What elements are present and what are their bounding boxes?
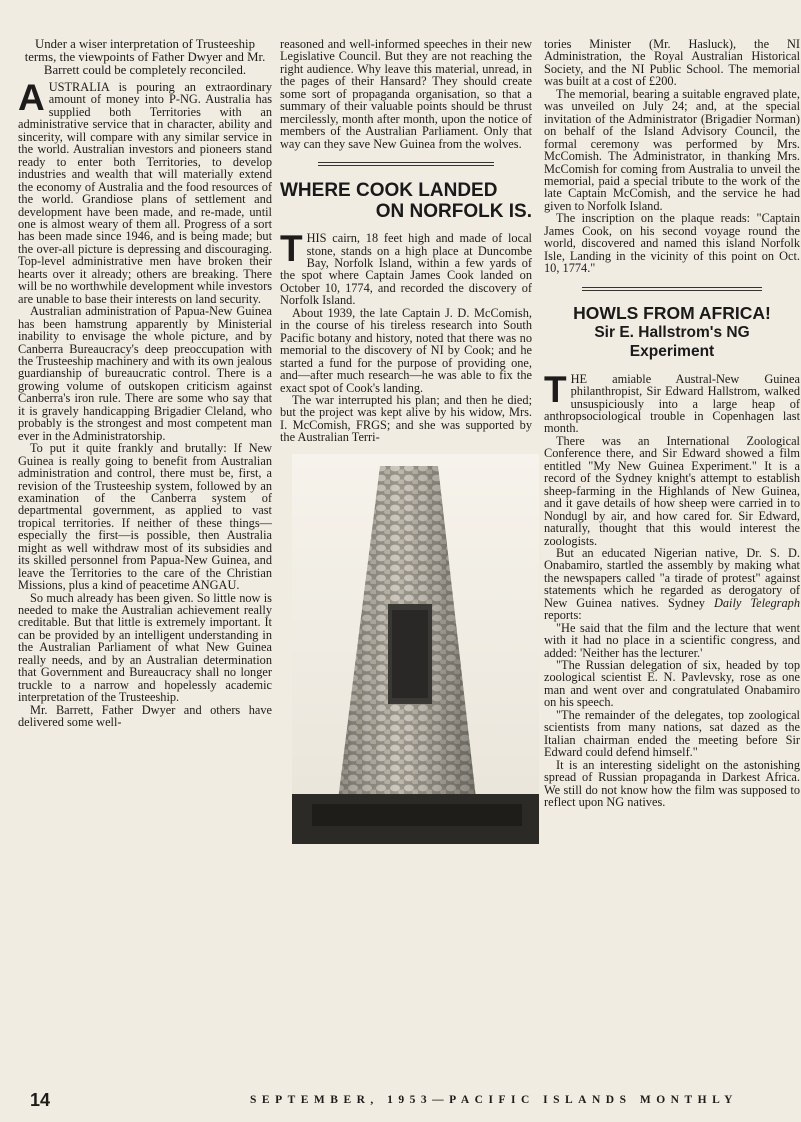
section-divider [582,287,761,291]
column-middle [280,38,532,844]
article-paragraph: The inscription on the plaque reads: "Captain James Cook, on his second voyage round the world, discovered and named this island Norfolk Isle, Landing in the vicinity of this point on Oct. 10, 1774." [544,211,800,276]
intro-paragraph: Under a wiser interpretation of Trusteeship terms, the viewpoints of Father Dwyer and Mr. Barrett could be completely reconciled. [24,37,266,77]
article-paragraph: THIS cairn, 18 feet high and made of local stone, stands on a high place at Duncombe Bay, Norfolk Island, within a few yards of the spot where Captain James Cook landed on October 10, 1774, and recorded the discovery of Norfolk Island. [280,228,532,308]
article-paragraph: The war interrupted his plan; and then he died; but the project was kept alive by his widow, Mrs. I. McComish, FRGS; and she was supported by the Australian Terri- [280,392,532,445]
article-paragraph: THE amiable Austral-New Guinea philanthropist, Sir Edward Hallstrom, walked unsuspiciously into a large heap of anthropsociological trouble in Copenhagen last month. [544,368,800,436]
article-paragraph: reasoned and well-informed speeches in their new Legislative Council. But they are not reaching the right audience. Why leave this material, unread, in the pages of their Hansard? They should create some sort of propaganda organisation, so that a summary of their valuable points should be thrust mercilessly, month after month, upon the notice of members of the Australian Parliament. Only that way can they save New Guinea from the wolves. [280,37,532,151]
page-number: 14 [30,1090,51,1110]
article-paragraph: Mr. Barrett, Father Dwyer and others have delivered some well- [18,702,272,730]
article-paragraph: "He said that the film and the lecture that went with it had no place in a scientific congress, and added: 'Neither has the lecturer.' [544,620,800,660]
cairn-photo-image [292,454,539,844]
article-paragraph: So much already has been given. So little now is needed to make the Australian achievement really creditable. But that little is extremely important. It can be provided by an intelligent understanding in the Australian Parliament of what New Guinea really needs, and by an Australian determination that Government and Bureaucracy shall no longer truckle to a narrow and hopelessly academic interpretation of the Trusteeship. [18,590,272,705]
article-subheading: Sir E. Hallstrom's NG Experiment [594,323,750,360]
article-paragraph: The memorial, bearing a suitable engraved plate, was unveiled on July 24; and, at the special invitation of the Administrator (Brigadier Norman) on behalf of the Island Advisory Council, the formal ceremony was performed by Mrs. McComish. The Administrator, in thanking Mrs. McComish for coming from Australia to unveil the memorial, paid a special tribute to the work of the late Captain McComish, and the service he had given to Norfolk Island. [544,86,800,213]
article-paragraph: "The Russian delegation of six, headed by top zoological scientist E. N. Pavlevsky, rose as one man and went over and congratulated Onabamiro on his speech. [544,658,800,710]
cairn-photograph [292,454,539,844]
article-paragraph: "The remainder of the delegates, top zoological scientists from many nations, sat dazed as the Italian chairman ended the meeting before Sir Edward could defend himself." [544,707,800,760]
article-heading-line1: WHERE COOK LANDED [280,180,498,202]
masthead-line: SEPTEMBER, 1953—PACIFIC ISLANDS MONTHLY [250,1094,738,1106]
article-paragraph: It is an interesting sidelight on the astonishing spread of Russian propaganda in Darkest Africa. We still do not know how the film was supposed to reflect upon NG natives. [544,757,800,810]
article-paragraph: AUSTRALIA is pouring an extraordinary amount of money into P-NG. Australia has supplied both Territories with an administrative service that in character, ability and sincerity, will compare with any similar service in the world. Australian investors and pioneers stand ready to enter both Territories, to develop industries and wealth that will materially extend the economy of Australia and the food resources of the world. Grandiose plans of settlement and development have been made, and re-made, until one is almost weary of them all. Progress of a sort has been made since 1946, and is being made; but the over-all picture is depressing and discouraging. Top-level administrative men have broken their hearts over it already; others are breaking. There will be no worthwhile development while investors are unable to base their interests on land security. [18,77,272,306]
article-heading-line2: ON NORFOLK IS. [375,201,532,223]
article-paragraph: There was an International Zoological Conference there, and Sir Edward showed a film entitled "My New Guinea Experiment." It is a record of the Sydney knight's attempt to establish sheep-farming in the Highlands of New Guinea, and it gave details of how sheep were carried in to Nondugl by air, and how cared for. Sir Edward, naturally, thought that this would interest the zoologists. [544,433,800,548]
drop-cap: T [544,368,567,410]
drop-cap: A [18,77,45,118]
article-paragraph: About 1939, the late Captain J. D. McComish, in the course of his tireless research into South Pacific botany and history, noted that there was no memorial to the discovery of NI by Cook; and he started a fund for the purpose of providing one, and—after much research—he was able to fix the exact spot of Cook's landing. [280,305,532,395]
column-right [544,38,800,808]
column-left [18,38,272,729]
section-divider [318,162,494,166]
article-heading: HOWLS FROM AFRICA! [573,302,771,323]
article-paragraph: Australian administration of Papua-New Guinea has been hamstrung apparently by Ministerial inability to envisage the whole picture, and by Canberra Bureaucracy's deep preoccupation with the Trusteeship machinery and with its own jealous guardianship of bureaucratic control. There is a growing volume of outskopen criticism against Canberra's iron rule. There are some who say that it is gravely handicapping Brigadier Cleland, who probably is the strongest and most competent man ever in the Administratorship. [18,304,272,443]
article-paragraph: But an educated Nigerian native, Dr. S. D. Onabamiro, startled the assembly by making what the newspapers called "a tirade of protest" against statements which he regarded as derogatory of New Guinea natives. Sydney Daily Telegraph reports: [544,545,800,623]
article-paragraph: To put it quite frankly and brutally: If New Guinea is really going to benefit from Australian administration and control, there must be, first, a revision of the Trusteeship system, followed by an examination of the Canberra system of departmental government, as applied to vast tropical territories. If neither of these things—especially the first—is possible, then Australia might as well withdraw most of its subsidies and its skilled personnel from Papua-New Guinea, and leave the Territories to the care of the Christian Missions, plus a kind of peacetime ANGAU. [18,441,272,593]
newspaper-title: Daily Telegraph [713,595,800,610]
drop-cap: T [280,228,303,270]
article-paragraph: tories Minister (Mr. Hasluck), the NI Administration, the Royal Australian Historical Society, and the NI Public School. The memorial was built at a cost of £200. [544,37,800,89]
page-footer [0,1074,801,1122]
